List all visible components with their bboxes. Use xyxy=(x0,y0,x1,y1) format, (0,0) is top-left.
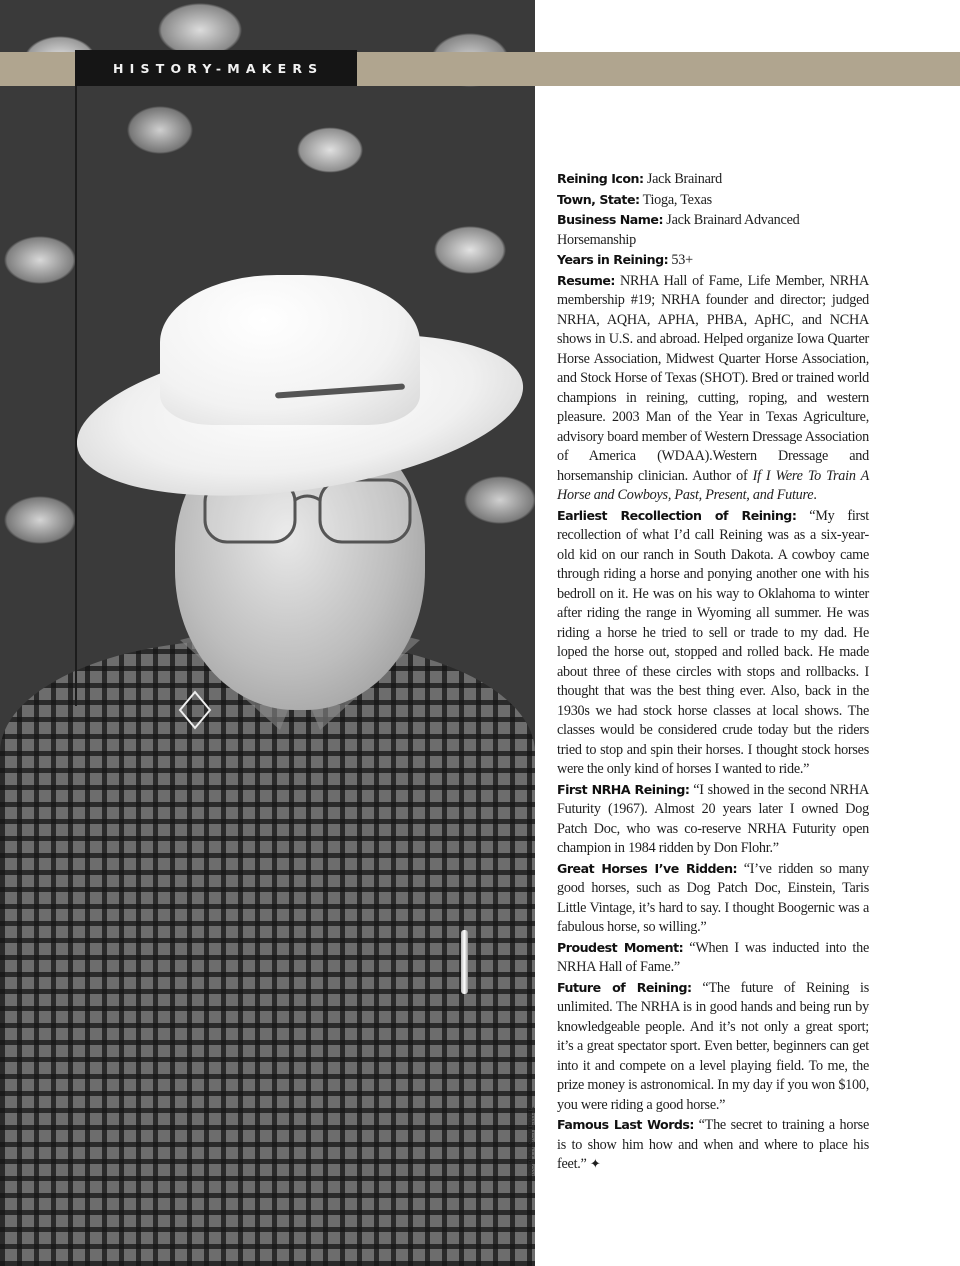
entry-value: NRHA Hall of Fame, Life Member, NRHA membership #19; NRHA founder and director; judged NRHA, AQHA, APHA, PHBA, ApHC, and NCHA shows in U.S. and abroad. Helped organize Iowa Quarter Horse Association, Midwest Quarter Horse Association, and Stock Horse of Texas (SHOT). Bred or trained world champions in reining, cutting, roping, and western pleasure. 2003 Man of the Year in Texas Agriculture, advisory board member of Western Dressage Association of America (WDAA).Western Dressage and horsemanship clinician. Author of xyxy=(557,272,869,484)
entry-value: 53+ xyxy=(671,252,693,268)
entry-value: “I showed in the second NRHA Futurity (1967). Almost 20 years later I owned Dog Patch Doc, who was co-reserve NRHA Futurity open champion in 1984 ridden by Don Flohr.” xyxy=(557,781,870,856)
entry-value: “The future of Reining is unlimited. The NRHA is in good hands and being run by knowledgeable people. And it’s not only a great sport; it’s a great spectator sport. Even better, beginners can get into it and compete on a level playing field. To me, the prize money is astronomical. In my day if you won $100, you were riding a good horse.” xyxy=(557,979,870,1113)
resume-entry xyxy=(557,271,869,506)
entry-label: Famous Last Words: xyxy=(557,1117,694,1132)
entry-label: Business Name: xyxy=(557,212,663,227)
business-name-entry xyxy=(557,210,869,250)
earliest-recollection-entry xyxy=(557,506,869,780)
entry-label: First NRHA Reining: xyxy=(557,781,690,797)
great-horses-entry xyxy=(557,859,869,938)
entry-label: Reining Icon: xyxy=(557,171,644,186)
entry-label: Years in Reining: xyxy=(557,252,669,267)
profile-article xyxy=(557,169,869,1175)
entry-label: Proudest Moment: xyxy=(557,939,684,955)
entry-label: Earliest Recollection of Reining: xyxy=(557,507,797,523)
entry-label: Town, State: xyxy=(557,191,640,207)
entry-label: Resume: xyxy=(557,272,615,288)
town-state-entry xyxy=(557,190,869,211)
entry-value: Tioga, Texas xyxy=(642,191,712,208)
future-of-reining-entry xyxy=(557,978,869,1116)
proudest-moment-entry xyxy=(557,938,869,978)
entry-value: “When I was inducted into the NRHA Hall of Fame.” xyxy=(557,939,870,975)
hat-crown xyxy=(160,275,420,425)
first-nrha-reining-entry xyxy=(557,780,869,859)
reining-icon-entry xyxy=(557,169,869,190)
book-titles: If I Were To Train A Horse and Cowboys, Past, Present, and Future xyxy=(557,467,870,503)
entry-value: Jack Brainard Advanced Horsemanship xyxy=(557,212,800,248)
divider-line xyxy=(75,86,77,706)
end-mark-icon: ✦ xyxy=(589,1157,601,1172)
pen xyxy=(461,930,468,994)
entry-label: Great Horses I’ve Ridden: xyxy=(557,860,738,876)
entry-value: “The secret to training a horse is to show him how and when and where to place his feet.” xyxy=(557,1117,870,1172)
entry-end: . xyxy=(813,487,817,503)
section-title: HISTORY-MAKERS xyxy=(113,60,324,76)
section-header xyxy=(75,50,357,86)
famous-last-words-entry xyxy=(557,1115,869,1175)
years-in-reining-entry xyxy=(557,250,869,271)
entry-value: “My first recollection of what I’d call Reining was as a six-year-old kid on our ranch in South Dakota. A cowboy came through riding a horse and ponying another one with his bedroll on it. He was on his way to Oklahoma to winter after riding the range in Wyoming all summer. He was riding a horse he tried to sell or trade to my dad. He loped the horse out, stopped and rolled back. He made about three of these circles with stops and rollbacks. I thought that was the best thing ever. Also, back in the 1930s we had stock horse classes at local shows. The classes would be considered crude today but the riders tried to stop and spin their horses. I thought stock horses were the only kind of horses I wanted to ride.” xyxy=(557,507,869,777)
entry-value: “I’ve ridden so many good horses, such as Dog Patch Doc, Einstein, Taris Little Vintage, it’s hard to say. I thought Boogernic was a fabulous horse, so willing.” xyxy=(557,860,869,935)
entry-value: Jack Brainard xyxy=(646,171,722,187)
photo-credit: ROBYN SCHERER xyxy=(527,1106,536,1176)
entry-label: Future of Reining: xyxy=(557,979,692,995)
